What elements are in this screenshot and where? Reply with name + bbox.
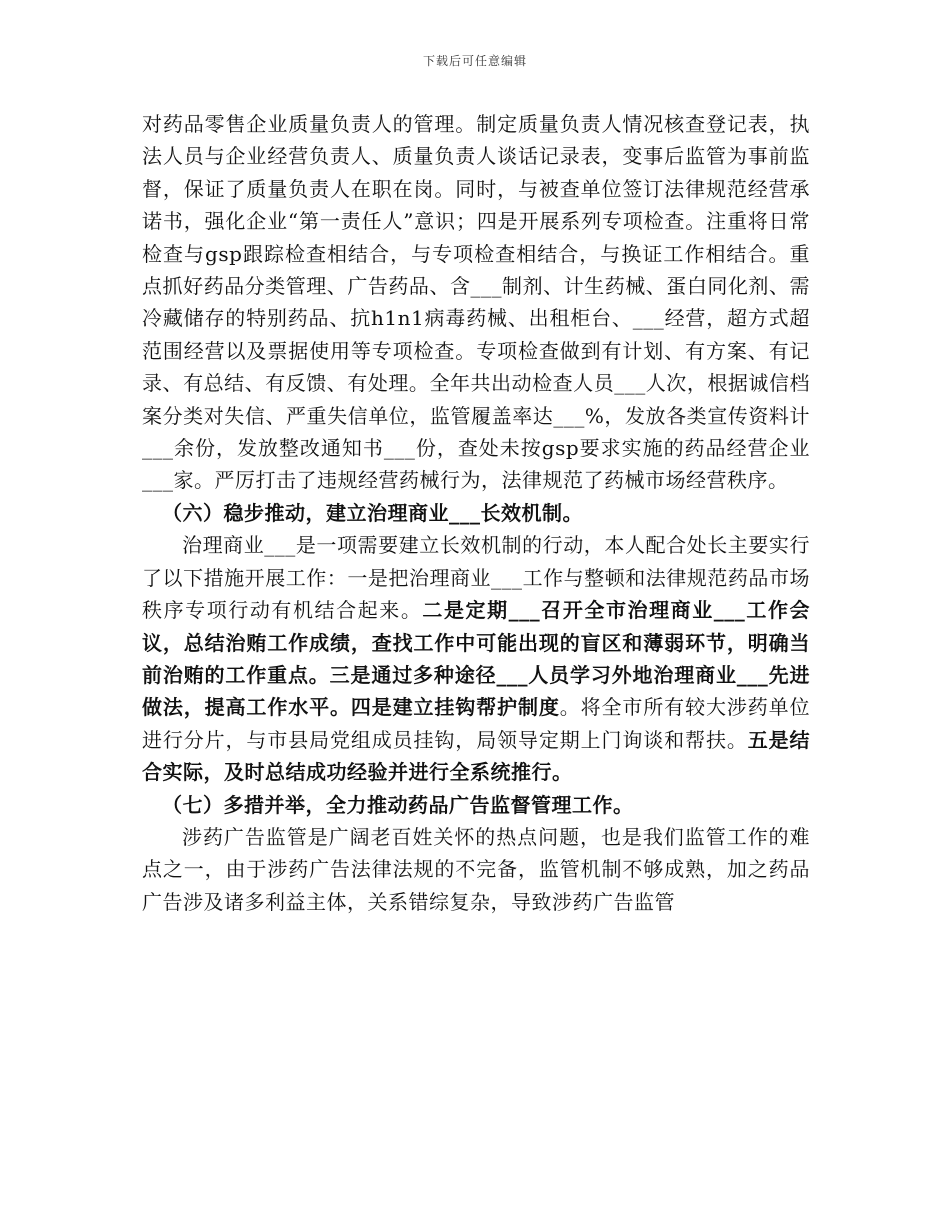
paragraph-advertising: 涉药广告监管是广阔老百姓关怀的热点问题，也是我们监管工作的难点之一，由于涉药广告法律法规的不完备，监管机制不够成熟，加之药品广告涉及诸多利益主体，关系错综复杂，导致涉药广告监管	[142, 824, 810, 914]
paragraph-inspection: 对药品零售企业质量负责人的管理。制定质量负责人情况核查登记表，执法人员与企业经营负责人、质量负责人谈话记录表，变事后监管为事前监督，保证了质量负责人在职在岗。同时，与被查单位签订法律规范经营承诺书，强化企业“第一责任人”意识；四是开展系列专项检查。注重将日常检查与gsp跟踪检查相结合，与专项检查相结合，与换证工作相结合。重点抓好药品分类管理、广告药品、含___制剂、计生药械、蛋白同化剂、需冷藏储存的特别药品、抗h1n1病毒药械、出租柜台、___经营，超方式超范围经营以及票据使用等专项检查。专项检查做到有计划、有方案、有记录、有总结、有反馈、有处理。全年共出动检查人员___人次，根据诚信档案分类对失信、严重失信单位，监管履盖率达___%，发放各类宣传资料计___余份，发放整改通知书___份，查处未按gsp要求实施的药品经营企业___家。严厉打击了违规经营药械行为，法律规范了药械市场经营秩序。	[142, 112, 810, 493]
page-header: 下载后可任意编辑	[422, 54, 527, 68]
paragraph-anti-bribery	[142, 529, 810, 788]
section-heading-6: （六）稳步推动，建立治理商业___长效机制。	[162, 500, 583, 525]
document-body	[142, 108, 810, 918]
section-heading-7: （七）多措并举，全力推动药品广告监督管理工作。	[162, 792, 634, 817]
paragraph-anti-bribery-sentence-1: 治理商业___是一项需要建立长效机制的行动，本人配合处长主要实行了以下措施开展工作：一是把治理商业___工作与整顿和法律规范药品市场秩序专项行动有机结合起来。	[142, 533, 810, 623]
paragraph-anti-bribery-sentence-3: 。将全市所有较大涉药单位进行分片，与市县局党组成员挂钩，局领导定期上门询谈和帮扶。	[142, 695, 811, 752]
paragraph-anti-bribery-sentence-4: 五是结合实际，及时总结成功经验并进行全系统推行。	[142, 727, 811, 785]
paragraph-anti-bribery-sentence-2: 二是定期___召开全市治理商业___工作会议，总结治贿工作成绩，查找工作中可能出现的盲区和薄弱环节，明确当前治贿的工作重点。三是通过多种途径___人员学习外地治理商业___先进做法，提高工作水平。四是建立挂钩帮护制度	[142, 598, 811, 720]
